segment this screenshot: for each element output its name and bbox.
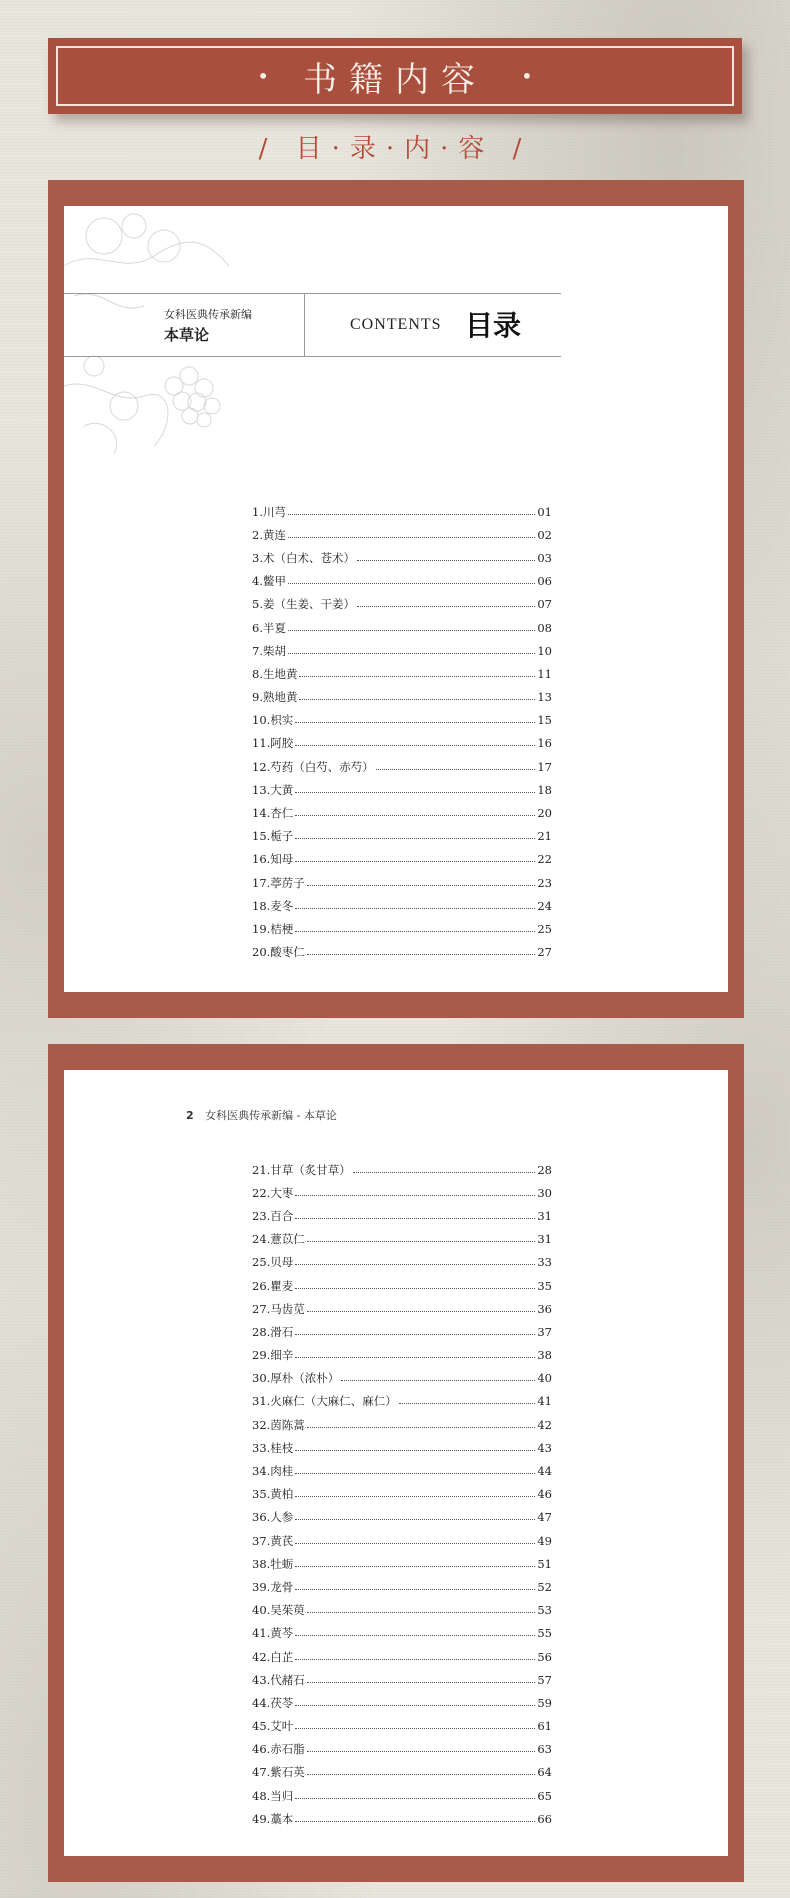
header-divider <box>304 294 305 356</box>
toc-entry-label: 36.人参 <box>252 1510 294 1525</box>
toc-entry <box>252 1784 552 1807</box>
title-banner <box>48 38 742 114</box>
toc-entry <box>252 1622 552 1645</box>
toc-entry <box>252 1529 552 1552</box>
toc-entry-label: 32.茵陈蒿 <box>252 1417 305 1432</box>
toc-entry <box>252 1158 552 1181</box>
toc-leader-dots <box>307 1426 536 1428</box>
toc-entry-label: 38.牡蛎 <box>252 1556 294 1571</box>
toc-entry-label: 45.艾叶 <box>252 1719 294 1734</box>
toc-entry-page: 17 <box>537 759 552 774</box>
toc-leader-dots <box>295 1495 535 1497</box>
toc-entry-label: 9.熟地黄 <box>252 690 298 705</box>
contents-heading: 目录 <box>465 309 522 342</box>
toc-entry <box>252 825 552 848</box>
toc-entry <box>252 732 552 755</box>
toc-entry-label: 35.黄柏 <box>252 1487 294 1502</box>
toc-leader-dots <box>295 791 535 793</box>
toc-entry <box>252 894 552 917</box>
toc-entry <box>252 1251 552 1274</box>
toc-entry-page: 44 <box>537 1464 552 1479</box>
toc-entry <box>252 1459 552 1482</box>
toc-entry-page: 52 <box>537 1579 552 1594</box>
toc-entry-label: 14.杏仁 <box>252 806 294 821</box>
toc-entry <box>252 662 552 685</box>
book-title: 本草论 <box>164 326 210 344</box>
toc-entry <box>252 709 552 732</box>
toc-entry <box>252 1645 552 1668</box>
toc-leader-dots <box>399 1402 536 1404</box>
toc-entry-page: 43 <box>537 1440 552 1455</box>
toc-entry-label: 18.麦冬 <box>252 898 294 913</box>
toc-entry <box>252 616 552 639</box>
toc-entry-page: 64 <box>537 1765 552 1780</box>
toc-entry-page: 65 <box>537 1788 552 1803</box>
toc-entry <box>252 848 552 871</box>
toc-entry <box>252 639 552 662</box>
toc-entry-label: 5.姜（生姜、干姜） <box>252 597 355 612</box>
toc-entry <box>252 1367 552 1390</box>
toc-entry-page: 25 <box>537 921 552 936</box>
toc-entry-page: 23 <box>537 875 552 890</box>
toc-entry-page: 51 <box>537 1556 552 1571</box>
toc-entry <box>252 1181 552 1204</box>
toc-entry <box>252 941 552 964</box>
toc-entry <box>252 1390 552 1413</box>
toc-leader-dots <box>295 1287 535 1289</box>
toc-entry <box>252 1320 552 1343</box>
toc-entry-page: 46 <box>537 1487 552 1502</box>
toc-entry-page: 27 <box>537 945 552 960</box>
toc-entry-page: 22 <box>537 852 552 867</box>
toc-entry-page: 56 <box>537 1649 552 1664</box>
toc-list-2 <box>252 1158 552 1830</box>
toc-entry-page: 47 <box>537 1510 552 1525</box>
toc-entry-page: 33 <box>537 1255 552 1270</box>
toc-entry <box>252 1575 552 1598</box>
toc-entry-label: 15.栀子 <box>252 829 294 844</box>
toc-entry-page: 16 <box>537 736 552 751</box>
toc-entry-label: 31.火麻仁（大麻仁、麻仁） <box>252 1394 397 1409</box>
toc-entry-label: 16.知母 <box>252 852 294 867</box>
toc-leader-dots <box>295 1333 535 1335</box>
toc-entry-label: 33.桂枝 <box>252 1440 294 1455</box>
toc-entry-page: 37 <box>537 1324 552 1339</box>
toc-entry-page: 49 <box>537 1533 552 1548</box>
toc-entry-label: 21.甘草（炙甘草） <box>252 1162 351 1177</box>
toc-entry <box>252 778 552 801</box>
toc-entry-page: 11 <box>537 666 552 681</box>
toc-entry-page: 03 <box>537 550 552 565</box>
toc-entry-page: 02 <box>537 527 552 542</box>
page-frame-1 <box>48 180 744 1018</box>
toc-leader-dots <box>288 582 535 584</box>
toc-entry <box>252 1483 552 1506</box>
toc-leader-dots <box>307 1681 536 1683</box>
toc-entry-label: 17.葶苈子 <box>252 875 305 890</box>
toc-leader-dots <box>288 513 535 515</box>
contents-header <box>64 293 561 357</box>
toc-entry-label: 29.细辛 <box>252 1348 294 1363</box>
toc-list-1 <box>252 500 552 964</box>
toc-leader-dots <box>307 1310 536 1312</box>
toc-entry-label: 47.紫石英 <box>252 1765 305 1780</box>
toc-entry <box>252 917 552 940</box>
toc-entry <box>252 755 552 778</box>
toc-entry-label: 40.吴茱萸 <box>252 1603 305 1618</box>
toc-leader-dots <box>307 1240 536 1242</box>
toc-entry-page: 31 <box>537 1232 552 1247</box>
toc-entry-label: 3.术（白术、苍术） <box>252 550 355 565</box>
banner-dot-right: • <box>521 64 533 88</box>
toc-leader-dots <box>295 1263 535 1265</box>
toc-entry <box>252 871 552 894</box>
toc-entry-page: 38 <box>537 1348 552 1363</box>
title-banner-inner <box>56 46 734 106</box>
toc-entry-label: 27.马齿苋 <box>252 1301 305 1316</box>
toc-entry-label: 12.芍药（白芍、赤芍） <box>252 759 374 774</box>
toc-leader-dots <box>295 814 535 816</box>
toc-entry-label: 39.龙骨 <box>252 1579 294 1594</box>
toc-entry-page: 55 <box>537 1626 552 1641</box>
toc-entry-label: 26.瞿麦 <box>252 1278 294 1293</box>
toc-entry-page: 06 <box>537 574 552 589</box>
toc-leader-dots <box>295 1820 535 1822</box>
banner-dot-left: • <box>257 64 269 88</box>
toc-entry-label: 37.黄芪 <box>252 1533 294 1548</box>
toc-entry <box>252 1738 552 1761</box>
toc-entry <box>252 593 552 616</box>
toc-entry-label: 34.肉桂 <box>252 1464 294 1479</box>
toc-entry-label: 49.藁本 <box>252 1811 294 1826</box>
toc-entry-label: 30.厚朴（浓朴） <box>252 1371 340 1386</box>
toc-leader-dots <box>299 698 535 700</box>
toc-leader-dots <box>295 721 535 723</box>
toc-leader-dots <box>295 1542 535 1544</box>
toc-entry <box>252 1691 552 1714</box>
toc-leader-dots <box>295 860 535 862</box>
toc-leader-dots <box>295 1634 535 1636</box>
toc-entry-page: 35 <box>537 1278 552 1293</box>
toc-leader-dots <box>295 1472 535 1474</box>
toc-entry <box>252 1506 552 1529</box>
contents-label: CONTENTS <box>350 316 442 333</box>
toc-entry <box>252 801 552 824</box>
toc-leader-dots <box>295 1704 535 1706</box>
toc-entry-page: 63 <box>537 1742 552 1757</box>
toc-leader-dots <box>357 559 535 561</box>
toc-entry-label: 46.赤石脂 <box>252 1742 305 1757</box>
toc-entry-label: 44.茯苓 <box>252 1695 294 1710</box>
toc-leader-dots <box>376 768 536 770</box>
toc-leader-dots <box>295 1356 535 1358</box>
toc-leader-dots <box>295 837 535 839</box>
toc-entry-label: 4.鳖甲 <box>252 574 286 589</box>
book-page-2 <box>64 1070 728 1856</box>
toc-leader-dots <box>353 1171 536 1173</box>
toc-entry-page: 07 <box>537 597 552 612</box>
toc-entry-page: 31 <box>537 1208 552 1223</box>
toc-entry-page: 36 <box>537 1301 552 1316</box>
toc-leader-dots <box>288 536 535 538</box>
toc-entry-label: 20.酸枣仁 <box>252 945 305 960</box>
toc-leader-dots <box>295 1449 535 1451</box>
toc-entry-label: 7.柴胡 <box>252 643 286 658</box>
toc-entry-label: 10.枳实 <box>252 713 294 728</box>
toc-leader-dots <box>295 1797 535 1799</box>
toc-entry <box>252 500 552 523</box>
toc-entry-page: 20 <box>537 806 552 821</box>
toc-leader-dots <box>307 1750 536 1752</box>
toc-entry <box>252 523 552 546</box>
toc-entry-page: 57 <box>537 1672 552 1687</box>
toc-leader-dots <box>307 884 536 886</box>
toc-entry-label: 8.生地黄 <box>252 666 298 681</box>
toc-entry <box>252 1228 552 1251</box>
toc-leader-dots <box>295 1518 535 1520</box>
toc-entry-label: 48.当归 <box>252 1788 294 1803</box>
toc-entry-page: 13 <box>537 690 552 705</box>
toc-leader-dots <box>295 1588 535 1590</box>
toc-entry-label: 28.滑石 <box>252 1324 294 1339</box>
toc-entry-label: 42.白芷 <box>252 1649 294 1664</box>
section-subtitle: / 目·录·内·容 / <box>258 134 532 164</box>
toc-entry-label: 43.代赭石 <box>252 1672 305 1687</box>
toc-entry-page: 10 <box>537 643 552 658</box>
toc-entry-label: 11.阿胶 <box>252 736 294 751</box>
toc-entry <box>252 1436 552 1459</box>
toc-entry-label: 19.桔梗 <box>252 921 294 936</box>
toc-entry <box>252 1668 552 1691</box>
toc-entry-page: 08 <box>537 620 552 635</box>
toc-entry-page: 24 <box>537 898 552 913</box>
toc-entry-label: 22.大枣 <box>252 1185 294 1200</box>
toc-entry-page: 66 <box>537 1811 552 1826</box>
toc-leader-dots <box>295 907 535 909</box>
toc-leader-dots <box>295 1727 535 1729</box>
toc-entry <box>252 1599 552 1622</box>
toc-leader-dots <box>295 1658 535 1660</box>
toc-entry <box>252 546 552 569</box>
toc-entry <box>252 1552 552 1575</box>
book-page-1 <box>64 206 728 992</box>
toc-leader-dots <box>307 953 536 955</box>
toc-leader-dots <box>357 605 535 607</box>
toc-entry-page: 59 <box>537 1695 552 1710</box>
toc-entry <box>252 1807 552 1830</box>
toc-entry-page: 42 <box>537 1417 552 1432</box>
series-title: 女科医典传承新编 <box>164 308 252 321</box>
toc-entry <box>252 1274 552 1297</box>
toc-entry-label: 2.黄连 <box>252 527 286 542</box>
toc-leader-dots <box>307 1611 536 1613</box>
toc-leader-dots <box>295 1565 535 1567</box>
toc-entry <box>252 1204 552 1227</box>
toc-leader-dots <box>299 675 535 677</box>
toc-leader-dots <box>288 652 535 654</box>
toc-leader-dots <box>295 1194 535 1196</box>
toc-entry-page: 15 <box>537 713 552 728</box>
toc-entry-page: 53 <box>537 1603 552 1618</box>
toc-entry-label: 41.黄芩 <box>252 1626 294 1641</box>
toc-entry-label: 1.川芎 <box>252 504 286 519</box>
toc-entry <box>252 570 552 593</box>
toc-entry <box>252 1715 552 1738</box>
toc-entry-label: 25.贝母 <box>252 1255 294 1270</box>
toc-entry-page: 21 <box>537 829 552 844</box>
toc-entry <box>252 1344 552 1367</box>
toc-leader-dots <box>288 629 535 631</box>
banner-title: 书籍内容 <box>303 59 487 100</box>
toc-leader-dots <box>341 1379 535 1381</box>
toc-leader-dots <box>295 930 535 932</box>
toc-entry <box>252 686 552 709</box>
toc-entry-label: 13.大黄 <box>252 782 294 797</box>
toc-entry-page: 41 <box>537 1394 552 1409</box>
toc-entry <box>252 1297 552 1320</box>
toc-entry-page: 40 <box>537 1371 552 1386</box>
toc-entry-page: 18 <box>537 782 552 797</box>
page-number: 2 <box>186 1109 194 1122</box>
toc-entry-label: 23.百合 <box>252 1208 294 1223</box>
toc-entry-label: 24.薏苡仁 <box>252 1232 305 1247</box>
running-head-text: 女科医典传承新编 - 本草论 <box>205 1109 337 1122</box>
toc-leader-dots <box>295 744 535 746</box>
toc-entry-page: 01 <box>537 504 552 519</box>
toc-entry-page: 28 <box>537 1162 552 1177</box>
toc-entry <box>252 1761 552 1784</box>
toc-entry <box>252 1413 552 1436</box>
toc-entry-page: 61 <box>537 1719 552 1734</box>
running-head <box>186 1107 337 1123</box>
toc-entry-label: 6.半夏 <box>252 620 286 635</box>
toc-leader-dots <box>307 1773 536 1775</box>
page-frame-2 <box>48 1044 744 1882</box>
toc-entry-page: 30 <box>537 1185 552 1200</box>
toc-leader-dots <box>295 1217 535 1219</box>
